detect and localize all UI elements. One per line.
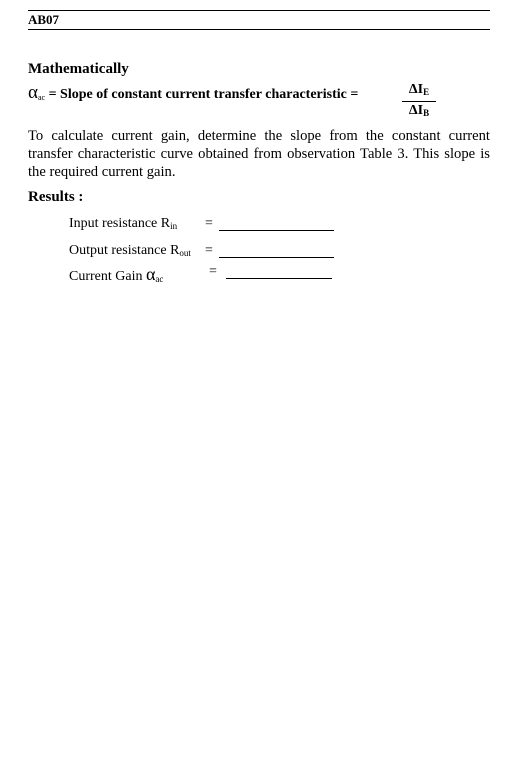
header-rule-top	[28, 10, 490, 11]
result-label: Input resistance Rin	[69, 216, 178, 231]
equals-sign: =	[205, 216, 213, 231]
formula-line	[28, 82, 358, 104]
section-heading: Mathematically	[28, 61, 129, 77]
result-label: Output resistance Rout	[69, 243, 191, 258]
formula-text: = Slope of constant current transfer characteristic =	[45, 87, 359, 102]
fraction-numerator: ΔIE	[408, 82, 430, 97]
formula-fraction	[402, 82, 436, 119]
alpha-subscript: ac	[37, 93, 46, 102]
answer-blank[interactable]	[219, 257, 334, 258]
header-rule-bottom	[28, 29, 490, 30]
equals-sign: =	[205, 243, 213, 258]
instruction-paragraph: To calculate current gain, determine the slope from the constant current transfer characteristic curve obtained from observation Table 3. This slope is the required current gain.	[28, 128, 490, 180]
fraction-bar	[402, 101, 436, 102]
result-label: Current Gain αac	[69, 264, 164, 284]
results-heading: Results :	[28, 189, 84, 205]
alpha-symbol: α	[145, 264, 156, 284]
answer-blank[interactable]	[226, 278, 332, 279]
fraction-denominator: ΔIB	[408, 103, 430, 118]
answer-blank[interactable]	[219, 230, 334, 231]
equals-sign: =	[209, 264, 217, 279]
document-code: AB07	[28, 12, 60, 27]
alpha-symbol: α	[28, 82, 38, 103]
